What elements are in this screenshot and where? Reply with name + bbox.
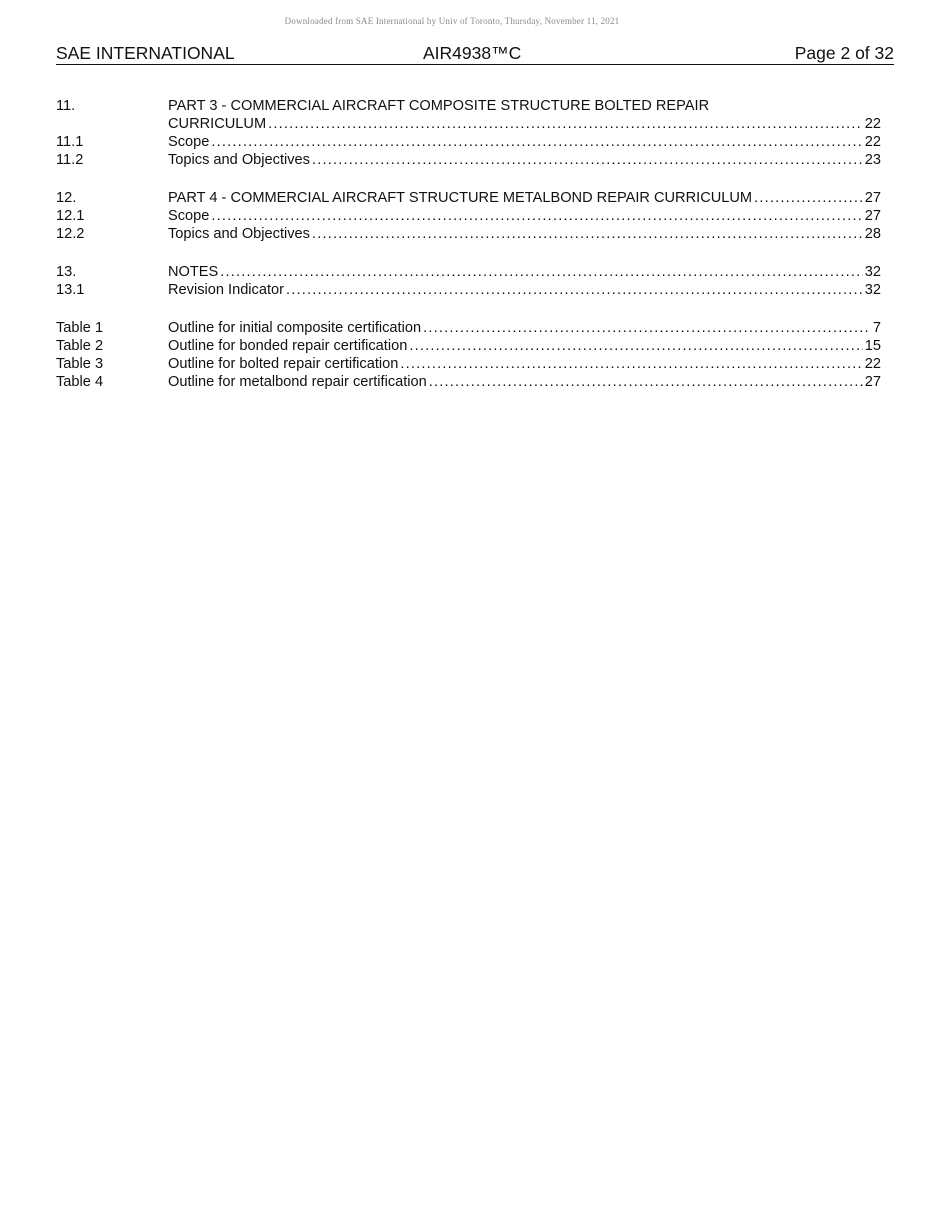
toc-entry-page: 32 [864, 282, 881, 298]
toc-entry-title-text: Outline for bolted repair certification [168, 356, 399, 372]
toc-entry-page: 15 [864, 338, 881, 354]
toc-entry-11-first-line [56, 97, 881, 115]
toc-leader-dots [429, 373, 863, 391]
toc-entry-number: 13.1 [56, 282, 85, 298]
toc-leader-dots [312, 151, 863, 169]
toc-entry-12-2[interactable] [56, 225, 881, 243]
toc-entry-page: 22 [864, 356, 881, 372]
toc-entry-page: 23 [864, 152, 881, 168]
toc-entry-page: 28 [864, 226, 881, 242]
toc-entry-title [168, 115, 863, 133]
toc-entry-title-text: CURRICULUM [168, 116, 267, 132]
header-document-id: AIR4938™C [423, 43, 522, 63]
toc-entry-table-2[interactable] [56, 337, 881, 355]
toc-entry-page: 7 [872, 320, 881, 336]
toc-entry-title [168, 133, 863, 151]
toc-entry-title-text: Outline for initial composite certification [168, 320, 422, 336]
toc-leader-dots [754, 189, 863, 207]
toc-entry-number: 11.2 [56, 152, 84, 168]
toc-entry-page: 32 [864, 264, 881, 280]
toc-entry-title-line1: PART 3 - COMMERCIAL AIRCRAFT COMPOSITE STRUCTURE BOLTED REPAIR [168, 98, 710, 114]
toc-leader-dots [211, 207, 862, 225]
toc-group-section-13 [56, 263, 881, 299]
toc-entry-11-2[interactable] [56, 151, 881, 169]
header-organization: SAE INTERNATIONAL [56, 43, 235, 63]
toc-entry-number: Table 3 [56, 356, 104, 372]
toc-entry-title [168, 281, 863, 299]
toc-group-section-12 [56, 189, 881, 243]
toc-entry-title-text: Revision Indicator [168, 282, 284, 298]
toc-entry-title-text: PART 4 - COMMERCIAL AIRCRAFT STRUCTURE METALBOND REPAIR CURRICULUM [168, 190, 753, 206]
toc-entry-number: Table 4 [56, 374, 104, 390]
toc-entry-title-text: NOTES [168, 264, 219, 280]
toc-entry-page: 22 [864, 116, 881, 132]
toc-entry-number: 11. [56, 98, 76, 114]
toc-entry-number: 12.1 [56, 208, 85, 224]
toc-entry-number: Table 2 [56, 338, 104, 354]
toc-entry-page: 27 [864, 208, 881, 224]
toc-group-tables [56, 319, 881, 391]
toc-entry-12-1[interactable] [56, 207, 881, 225]
page-header [56, 43, 894, 65]
toc-entry-title-text: Scope [168, 208, 210, 224]
toc-entry-number: Table 1 [56, 320, 104, 336]
toc-leader-dots [268, 115, 863, 133]
toc-entry-title [168, 263, 863, 281]
toc-entry-table-1[interactable] [56, 319, 881, 337]
toc-entry-12[interactable] [56, 189, 881, 207]
toc-entry-title [168, 373, 863, 391]
table-of-contents [56, 97, 881, 411]
toc-leader-dots [286, 281, 863, 299]
toc-entry-11[interactable] [56, 115, 881, 133]
toc-entry-page: 22 [864, 134, 881, 150]
toc-entry-title-text: Outline for bonded repair certification [168, 338, 408, 354]
toc-leader-dots [220, 263, 862, 281]
toc-entry-title [168, 355, 863, 373]
toc-leader-dots [312, 225, 863, 243]
toc-entry-13-1[interactable] [56, 281, 881, 299]
toc-entry-page: 27 [864, 190, 881, 206]
toc-group-section-11 [56, 97, 881, 169]
toc-leader-dots [400, 355, 862, 373]
toc-leader-dots [423, 319, 871, 337]
toc-entry-table-4[interactable] [56, 373, 881, 391]
toc-entry-number: 12.2 [56, 226, 85, 242]
toc-leader-dots [409, 337, 862, 355]
toc-entry-table-3[interactable] [56, 355, 881, 373]
toc-entry-title-text: Outline for metalbond repair certification [168, 374, 427, 390]
toc-entry-number: 13. [56, 264, 77, 280]
toc-leader-dots [211, 133, 862, 151]
toc-entry-title-text: Scope [168, 134, 210, 150]
toc-entry-13[interactable] [56, 263, 881, 281]
toc-entry-title [168, 189, 863, 207]
toc-entry-11-1[interactable] [56, 133, 881, 151]
toc-entry-title [168, 337, 863, 355]
toc-entry-title [168, 207, 863, 225]
toc-entry-number: 12. [56, 190, 77, 206]
toc-entry-page: 27 [864, 374, 881, 390]
toc-entry-title-text: Topics and Objectives [168, 152, 310, 168]
header-page-number: Page 2 of 32 [794, 43, 894, 63]
toc-entry-title [168, 225, 863, 243]
download-watermark: Downloaded from SAE International by Univ of Toronto, Thursday, November 11, 2021 [284, 16, 620, 26]
toc-entry-title-text: Topics and Objectives [168, 226, 310, 242]
toc-entry-number: 11.1 [56, 134, 84, 150]
toc-entry-title [168, 319, 871, 337]
toc-entry-title [168, 151, 863, 169]
